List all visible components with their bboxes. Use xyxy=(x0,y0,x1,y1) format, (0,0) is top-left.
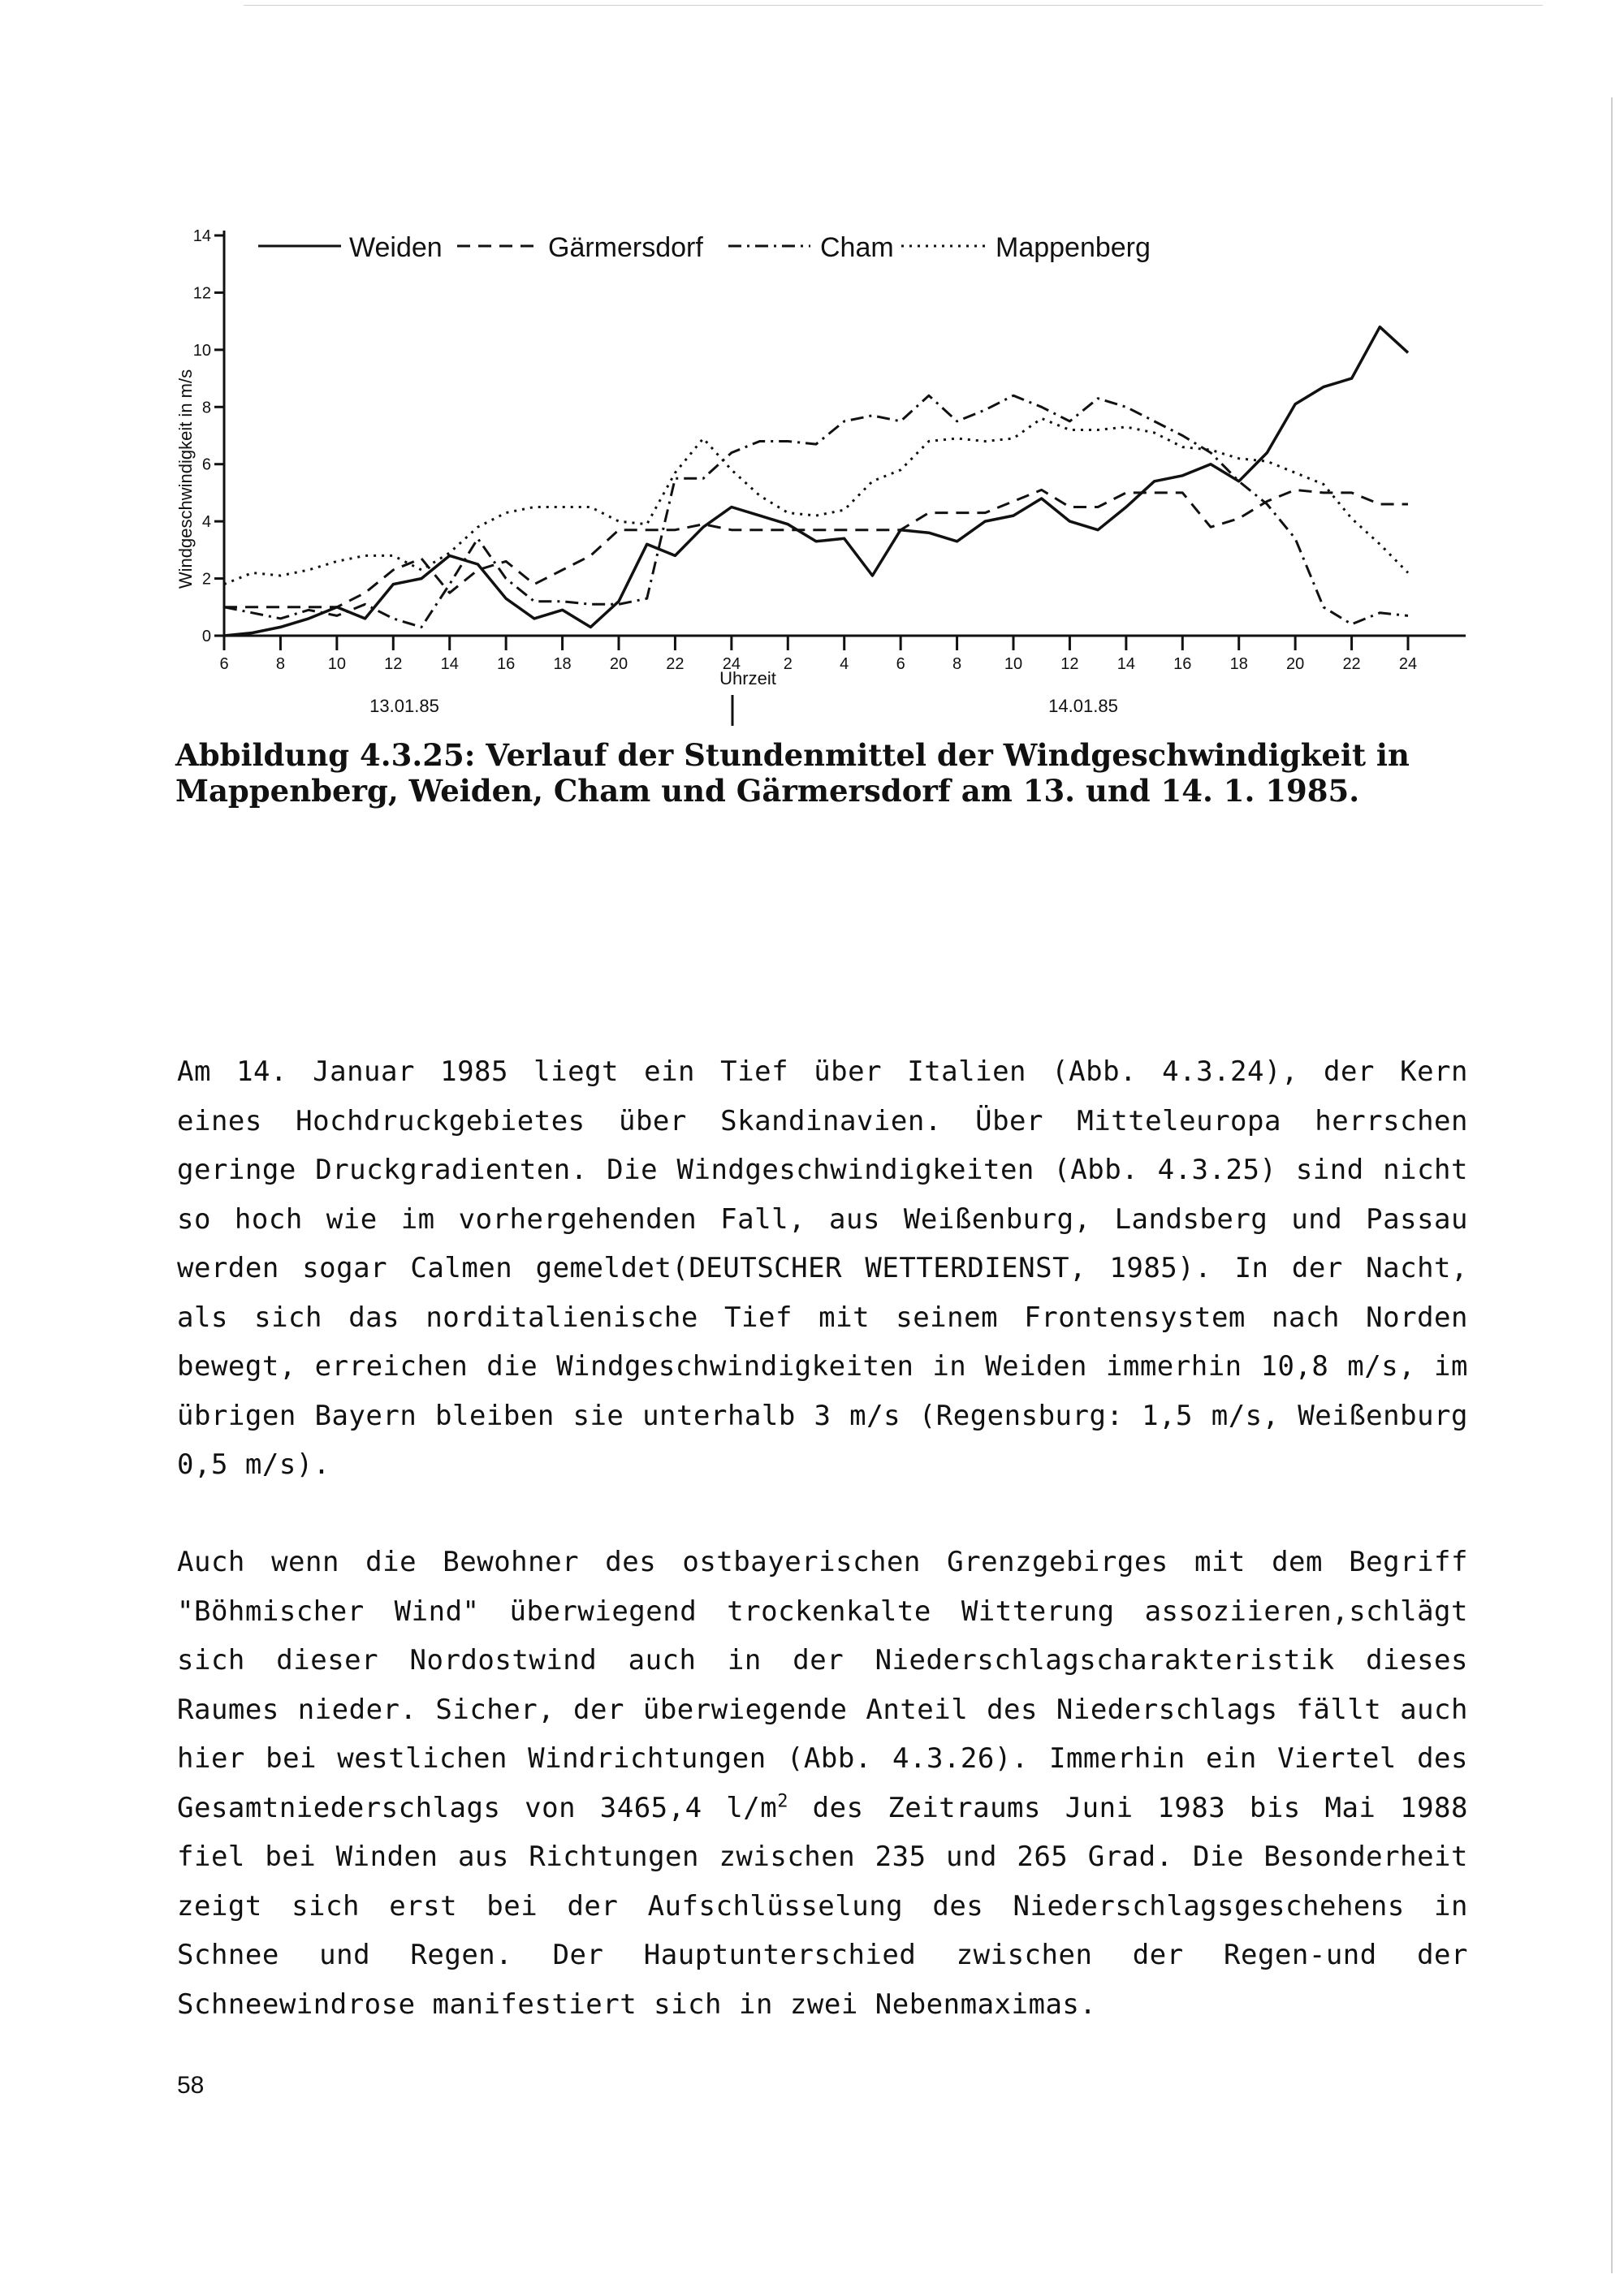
legend-gaermersdorf: Gärmersdorf xyxy=(548,232,703,263)
x-tick-label: 14 xyxy=(1116,655,1135,673)
x-tick-label: 22 xyxy=(666,655,685,673)
x-tick-label: 14 xyxy=(440,655,459,673)
paragraph-2-part-1: Auch wenn die Bewohner des ostbayerischen Grenzgebirges mit dem Begriff "Böhmischer Wind" überwiegend trockenkalte Witterung assoziieren,schlägt sich dieser Nordostwind auch in der Niederschlagscharakteristik dieses Raumes nieder. Sicher, der überwiegende Anteil des Niederschlags fällt auch hier bei westlichen Windrichtungen (Abb. 4.3.26). Immerhin ein Viertel des Gesamtniederschlags von 3465,4 l/m xyxy=(177,1546,1468,1824)
x-tick-label: 12 xyxy=(1060,655,1079,673)
x-tick-label: 12 xyxy=(384,655,403,673)
date-label-13: 13.01.85 xyxy=(369,696,439,716)
y-tick-label: 8 xyxy=(201,399,211,417)
x-tick-label: 24 xyxy=(722,655,741,673)
y-tick-label: 14 xyxy=(192,227,211,245)
chart-legend xyxy=(258,232,1151,263)
x-tick-label: 16 xyxy=(497,655,516,673)
x-tick-label: 8 xyxy=(275,655,285,673)
date-label-14: 14.01.85 xyxy=(1048,696,1118,716)
paragraph-1: Am 14. Januar 1985 liegt ein Tief über Italien (Abb. 4.3.24), der Kern eines Hochdruckgebietes über Skandinavien. Über Mitteleuropa herrschen geringe Druckgradienten. Die Windgeschwindigkeiten (Abb. 4.3.25) sind nicht so hoch wie im vorhergehenden Fall, aus Weißenburg, Landsberg und Passau werden sogar Calmen gemeldet(DEUTSCHER WETTERDIENST, 1985). In der Nacht, als sich das norditalienische Tief mit seinem Frontensystem nach Norden bewegt, erreichen die Windgeschwindigkeiten in Weiden immerhin 10,8 m/s, im übrigen Bayern bleiben sie unterhalb 3 m/s (Regensburg: 1,5 m/s, Weißenburg 0,5 m/s). xyxy=(177,1055,1468,1481)
x-tick-label: 18 xyxy=(553,655,572,673)
x-tick-label: 4 xyxy=(840,655,849,673)
y-tick-label: 12 xyxy=(192,284,211,303)
y-tick-label: 0 xyxy=(201,628,211,645)
x-tick-label: 20 xyxy=(1286,655,1305,673)
x-tick-label: 20 xyxy=(609,655,628,673)
x-tick-label: 2 xyxy=(783,655,793,673)
y-tick-label: 10 xyxy=(192,341,211,360)
x-tick-label: 22 xyxy=(1342,655,1361,673)
figure-caption: Abbildung 4.3.25: Verlauf der Stundenmittel der Windgeschwindigkeit in Mappenberg, Weiden, Cham und Gärmersdorf am 13. und 14. 1. 1985. xyxy=(175,737,1410,809)
scan-artifact-right xyxy=(1611,97,1613,2273)
superscript-2: 2 xyxy=(777,1791,788,1812)
paragraph-2-part-2: des Zeitraums Juni 1983 bis Mai 1988 fiel bei Winden aus Richtungen zwischen 235 und 265 Grad. Die Besonderheit zeigt sich erst bei der Aufschlüsselung des Niederschlagsgeschehens in Schnee und Regen. Der Hauptunterschied zwischen der Regen-und der Schneewindrose manifestiert sich in zwei Nebenmaximas. xyxy=(177,1791,1468,2021)
y-tick-label: 6 xyxy=(201,455,211,474)
x-tick-label: 6 xyxy=(219,655,229,673)
x-axis-label: Uhrzeit xyxy=(719,668,776,688)
x-tick-label: 18 xyxy=(1229,655,1248,673)
y-tick-label: 2 xyxy=(201,570,211,589)
x-tick-label: 10 xyxy=(327,655,346,673)
chart-series xyxy=(224,327,1408,636)
x-tick-label: 24 xyxy=(1398,655,1418,673)
y-tick-label: 4 xyxy=(201,513,211,532)
x-tick-label: 10 xyxy=(1004,655,1023,673)
legend-mappenberg: Mappenberg xyxy=(996,232,1151,263)
series-line-gaermersdorf xyxy=(224,490,1408,606)
y-axis-label: Windgeschwindigkeit in m/s xyxy=(175,369,196,589)
legend-cham: Cham xyxy=(820,232,894,263)
series-line-cham xyxy=(224,395,1408,627)
x-tick-label: 16 xyxy=(1173,655,1192,673)
x-tick-label: 6 xyxy=(896,655,905,673)
paragraph-2 xyxy=(177,1538,1468,2029)
scan-artifact-top xyxy=(244,5,1543,6)
x-tick-label: 8 xyxy=(952,655,962,673)
legend-weiden: Weiden xyxy=(349,232,443,263)
series-line-weiden xyxy=(224,327,1408,636)
chart-axes xyxy=(193,227,1466,673)
wind-speed-chart xyxy=(0,0,1624,731)
page-number: 58 xyxy=(177,2072,205,2099)
